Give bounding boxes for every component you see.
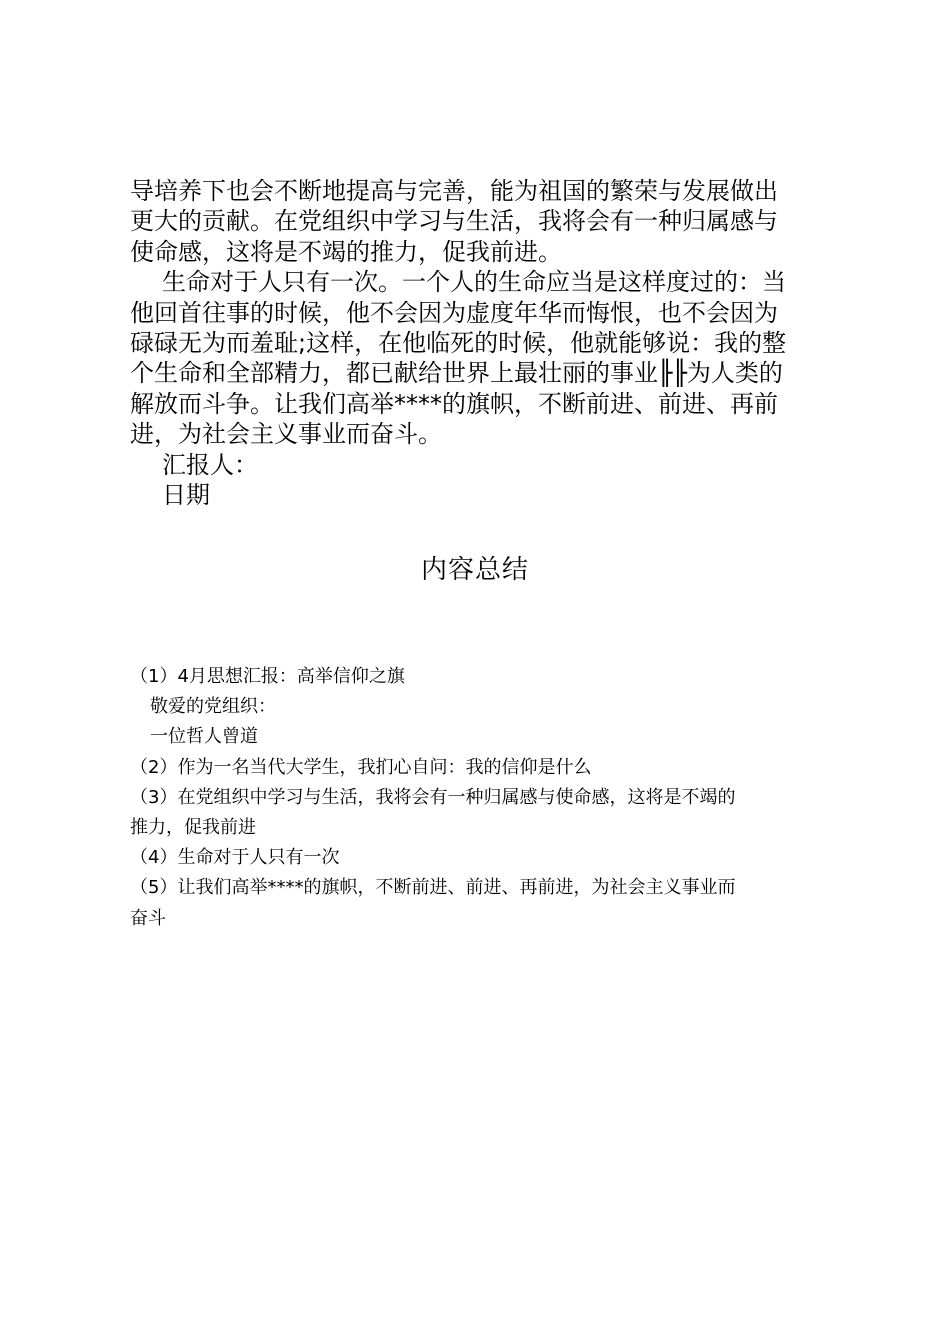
summary-item: （1）4月思想汇报：高举信仰之旗 xyxy=(130,666,405,687)
summary-item: 一位哲人曾道 xyxy=(150,726,258,748)
body-line: 生命对于人只有一次。一个人的生命应当是这样度过的：当 xyxy=(162,268,786,297)
body-line: 他回首往事的时候，他不会因为虚度年华而悔恨，也不会因为 xyxy=(130,298,778,327)
summary-item: 奋斗 xyxy=(130,907,166,929)
body-line: 碌碌无为而羞耻;这样，在他临死的时候，他就能够说：我的整 xyxy=(130,328,787,357)
body-line: 进，为社会主义事业而奋斗。 xyxy=(130,420,442,449)
summary-item: （5）让我们高举****的旗帜，不断前进、前进、再前进，为社会主义事业而 xyxy=(130,877,736,899)
summary-item: 敬爱的党组织： xyxy=(150,696,276,718)
summary-item: （2）作为一名当代大学生，我扪心自问：我的信仰是什么 xyxy=(130,756,592,778)
body-line: 更大的贡献。在党组织中学习与生活，我将会有一种归属感与 xyxy=(130,207,778,236)
body-paragraphs xyxy=(130,176,830,510)
summary-item: 推力，促我前进 xyxy=(130,816,256,838)
reporter-label: 汇报人： xyxy=(162,450,258,479)
summary-item: （3）在党组织中学习与生活，我将会有一种归属感与使命感，这将是不竭的 xyxy=(130,786,736,808)
summary-title: 内容总结 xyxy=(420,555,529,585)
body-line: 使命感，这将是不竭的推力，促我前进。 xyxy=(130,237,562,266)
summary-list xyxy=(130,662,830,934)
body-line: 解放而斗争。让我们高举****的旗帜，不断前进、前进、再前 xyxy=(130,389,778,418)
summary-item: （4）生命对于人只有一次 xyxy=(130,847,340,869)
body-line: 个生命和全部精力，都已献给世界上最壮丽的事业╟╟为人类的 xyxy=(130,359,783,388)
body-line: 导培养下也会不断地提高与完善，能为祖国的繁荣与发展做出 xyxy=(130,177,778,205)
date-label: 日期 xyxy=(162,480,210,509)
